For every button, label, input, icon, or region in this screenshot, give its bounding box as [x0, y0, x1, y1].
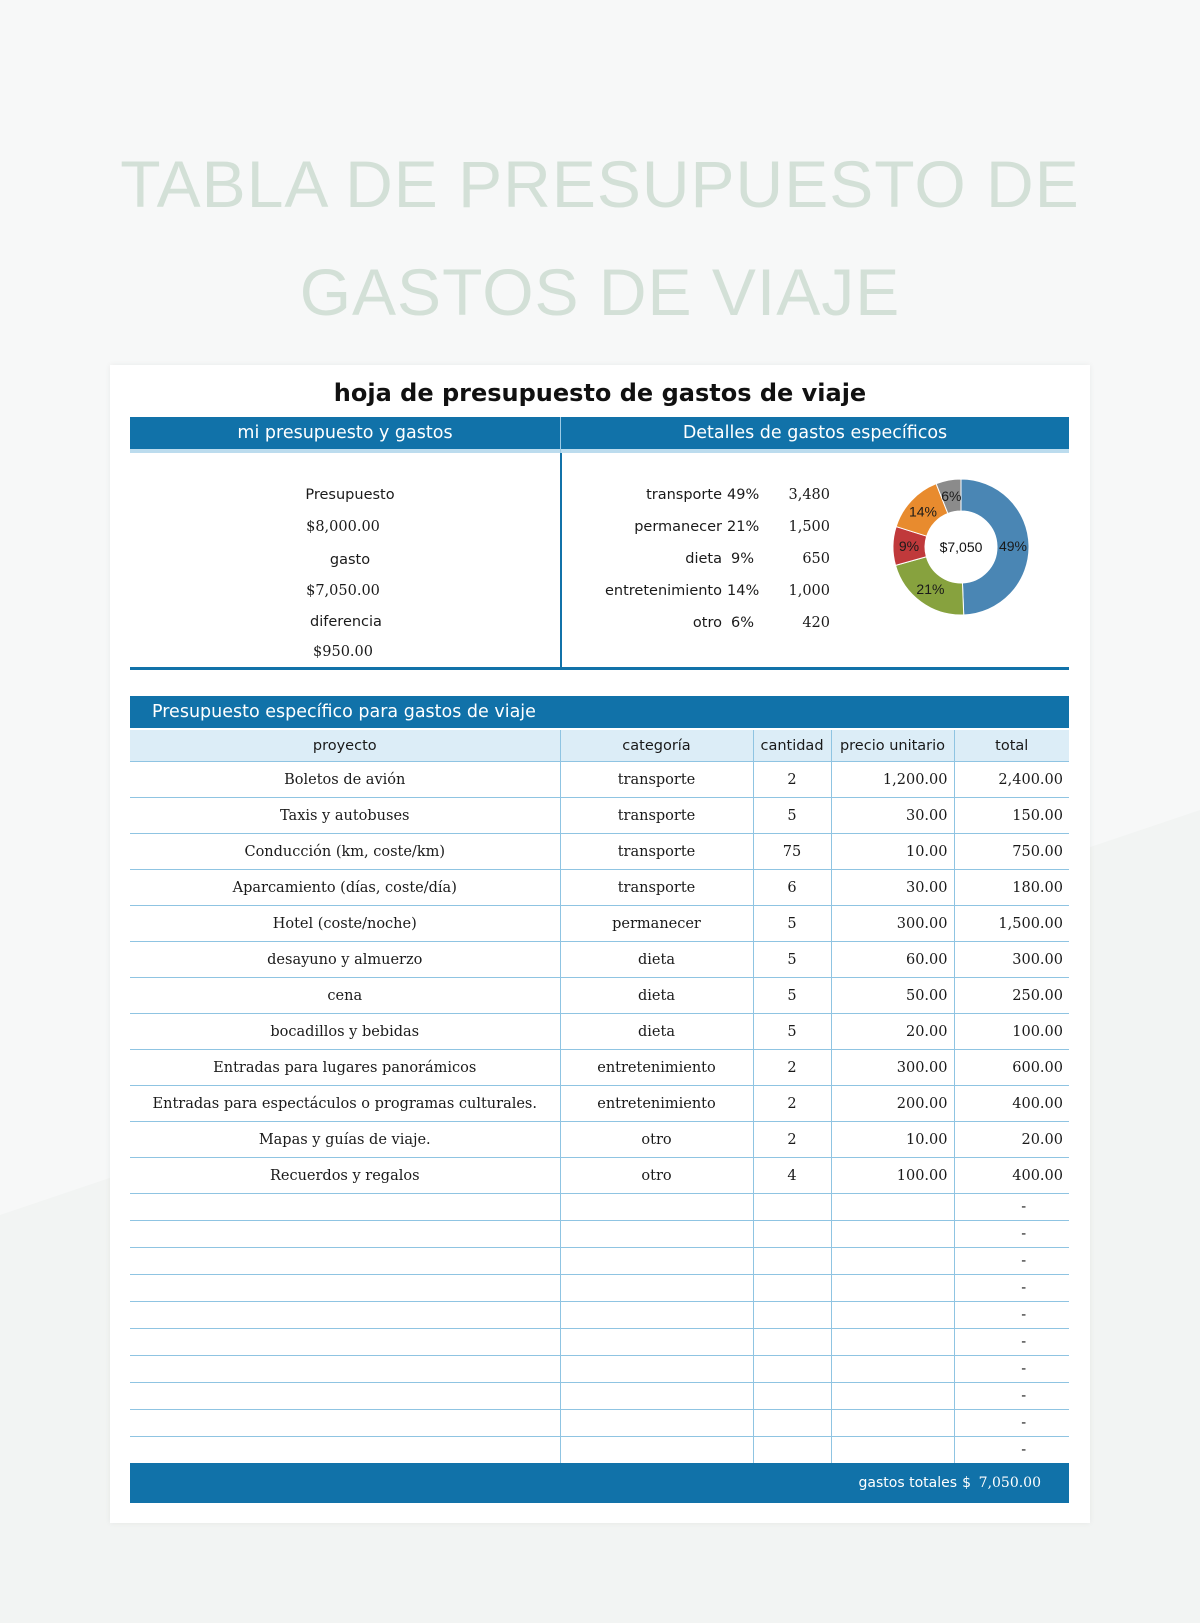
cell-proyecto: desayuno y almuerzo — [130, 942, 560, 978]
cell-proyecto: Entradas para espectáculos o programas culturales. — [130, 1086, 560, 1122]
donut-label-transporte: 49% — [998, 537, 1028, 554]
cell-total: - — [954, 1383, 1069, 1410]
table-row — [130, 834, 1069, 870]
expense-label: gasto — [329, 552, 371, 568]
cell-total: 250.00 — [954, 978, 1069, 1014]
cell-proyecto: Aparcamiento (días, coste/día) — [130, 870, 560, 906]
cell-cantidad — [753, 1437, 831, 1464]
cell-total: - — [954, 1329, 1069, 1356]
donut-label-dieta: 9% — [898, 538, 920, 555]
empty-table-row — [130, 1194, 1069, 1221]
cell-precio-unitario: 300.00 — [831, 1050, 954, 1086]
cell-total: 2,400.00 — [954, 762, 1069, 798]
cell-categoria — [560, 1275, 753, 1302]
cell-precio-unitario — [831, 1275, 954, 1302]
cell-cantidad — [753, 1410, 831, 1437]
detail-amount: 420 — [802, 615, 830, 631]
cell-categoria — [560, 1383, 753, 1410]
detail-table-title: Presupuesto específico para gastos de viaje — [152, 702, 536, 722]
cell-proyecto — [130, 1329, 560, 1356]
cell-total: 1,500.00 — [954, 906, 1069, 942]
cell-proyecto: Mapas y guías de viaje. — [130, 1122, 560, 1158]
cell-cantidad — [753, 1248, 831, 1275]
cell-precio-unitario — [831, 1221, 954, 1248]
budget-label: Presupuesto — [305, 487, 395, 503]
cell-total: 300.00 — [954, 942, 1069, 978]
cell-categoria: otro — [560, 1122, 753, 1158]
table-row — [130, 1050, 1069, 1086]
cell-cantidad: 5 — [753, 798, 831, 834]
detail-amount: 1,500 — [788, 519, 830, 535]
sheet-title: hoja de presupuesto de gastos de viaje — [333, 379, 867, 407]
donut-label-otro: 6% — [941, 487, 962, 504]
cell-precio-unitario: 10.00 — [831, 1122, 954, 1158]
cell-categoria — [560, 1221, 753, 1248]
cell-proyecto — [130, 1356, 560, 1383]
cell-categoria: transporte — [560, 798, 753, 834]
cell-precio-unitario — [831, 1329, 954, 1356]
table-row — [130, 978, 1069, 1014]
table-row — [130, 942, 1069, 978]
donut-label-permanecer: 21% — [916, 581, 945, 598]
cell-categoria — [560, 1329, 753, 1356]
cell-proyecto — [130, 1248, 560, 1275]
cell-categoria: dieta — [560, 942, 753, 978]
table-row — [130, 1122, 1069, 1158]
cell-precio-unitario — [831, 1410, 954, 1437]
budget-sheet — [110, 365, 1090, 1523]
cell-cantidad: 2 — [753, 762, 831, 798]
cell-cantidad — [753, 1302, 831, 1329]
cell-total: 20.00 — [954, 1122, 1069, 1158]
cell-total: 100.00 — [954, 1014, 1069, 1050]
expense-items-table — [130, 730, 1069, 1464]
cell-total: 180.00 — [954, 870, 1069, 906]
cell-proyecto: Recuerdos y regalos — [130, 1158, 560, 1194]
cell-cantidad — [753, 1275, 831, 1302]
total-expenses-bar — [130, 1463, 1069, 1503]
cell-categoria — [560, 1302, 753, 1329]
cell-total: - — [954, 1356, 1069, 1383]
table-header-row — [130, 730, 1069, 762]
empty-table-row — [130, 1437, 1069, 1464]
empty-table-row — [130, 1275, 1069, 1302]
cell-cantidad: 4 — [753, 1158, 831, 1194]
poster-title-line2: GASTOS DE VIAJE — [299, 255, 901, 329]
cell-precio-unitario — [831, 1248, 954, 1275]
poster-title-line1: TABLA DE PRESUPUESTO DE — [120, 147, 1080, 221]
poster-title — [0, 130, 1200, 346]
cell-total: - — [954, 1302, 1069, 1329]
cell-cantidad: 2 — [753, 1086, 831, 1122]
detail-name: entretenimiento — [604, 583, 722, 599]
detail-name: permanecer — [634, 519, 722, 535]
cell-precio-unitario: 30.00 — [831, 870, 954, 906]
cell-precio-unitario: 200.00 — [831, 1086, 954, 1122]
column-header-precio-unitario: precio unitario — [831, 730, 954, 762]
cell-categoria — [560, 1410, 753, 1437]
cell-proyecto: bocadillos y bebidas — [130, 1014, 560, 1050]
cell-precio-unitario: 1,200.00 — [831, 762, 954, 798]
difference-value: $950.00 — [313, 644, 373, 660]
cell-precio-unitario — [831, 1383, 954, 1410]
cell-precio-unitario — [831, 1356, 954, 1383]
table-row — [130, 1014, 1069, 1050]
cell-precio-unitario: 10.00 — [831, 834, 954, 870]
summary-header-bar — [130, 417, 1069, 453]
cell-total: 400.00 — [954, 1086, 1069, 1122]
detail-pct: 49% — [727, 487, 760, 503]
cell-cantidad: 75 — [753, 834, 831, 870]
empty-table-row — [130, 1410, 1069, 1437]
cell-precio-unitario — [831, 1194, 954, 1221]
cell-precio-unitario: 300.00 — [831, 906, 954, 942]
cell-proyecto: Conducción (km, coste/km) — [130, 834, 560, 870]
detail-pct: 14% — [727, 583, 760, 599]
cell-categoria: entretenimiento — [560, 1086, 753, 1122]
cell-proyecto — [130, 1410, 560, 1437]
cell-cantidad — [753, 1221, 831, 1248]
cell-cantidad — [753, 1329, 831, 1356]
cell-cantidad: 5 — [753, 942, 831, 978]
cell-precio-unitario: 60.00 — [831, 942, 954, 978]
cell-total: - — [954, 1410, 1069, 1437]
cell-precio-unitario: 50.00 — [831, 978, 954, 1014]
table-row — [130, 1086, 1069, 1122]
table-row — [130, 906, 1069, 942]
table-row — [130, 1158, 1069, 1194]
donut-center-label: $7,050 — [939, 539, 983, 555]
total-label: gastos totales — [858, 1475, 957, 1491]
expense-value: $7,050.00 — [306, 583, 380, 599]
cell-categoria: permanecer — [560, 906, 753, 942]
cell-categoria — [560, 1248, 753, 1275]
cell-precio-unitario: 30.00 — [831, 798, 954, 834]
cell-total: - — [954, 1437, 1069, 1464]
detail-name: dieta — [685, 551, 722, 567]
cell-cantidad: 6 — [753, 870, 831, 906]
cell-categoria: transporte — [560, 834, 753, 870]
detail-amount: 650 — [802, 551, 830, 567]
detail-name: transporte — [646, 487, 722, 503]
empty-table-row — [130, 1221, 1069, 1248]
detail-pct: 6% — [731, 615, 755, 631]
cell-proyecto: Entradas para lugares panorámicos — [130, 1050, 560, 1086]
cell-categoria: dieta — [560, 1014, 753, 1050]
detail-amount: 1,000 — [788, 583, 830, 599]
table-row — [130, 762, 1069, 798]
cell-proyecto: cena — [130, 978, 560, 1014]
table-row — [130, 798, 1069, 834]
cell-proyecto: Taxis y autobuses — [130, 798, 560, 834]
cell-cantidad — [753, 1383, 831, 1410]
cell-precio-unitario — [831, 1302, 954, 1329]
summary-section — [130, 453, 1069, 670]
column-header-cantidad: cantidad — [753, 730, 831, 762]
cell-categoria: entretenimiento — [560, 1050, 753, 1086]
detail-amount: 3,480 — [788, 487, 830, 503]
cell-total: - — [954, 1275, 1069, 1302]
empty-table-row — [130, 1383, 1069, 1410]
cell-proyecto: Boletos de avión — [130, 762, 560, 798]
detail-pct: 9% — [731, 551, 755, 567]
expense-donut-chart — [886, 472, 1036, 622]
total-value: 7,050.00 — [978, 1475, 1041, 1491]
cell-total: 400.00 — [954, 1158, 1069, 1194]
detail-pct: 21% — [727, 519, 760, 535]
column-header-categoria: categoría — [560, 730, 753, 762]
empty-table-row — [130, 1302, 1069, 1329]
cell-cantidad — [753, 1356, 831, 1383]
cell-categoria: otro — [560, 1158, 753, 1194]
cell-proyecto — [130, 1221, 560, 1248]
detail-table-header-bar — [130, 696, 1069, 728]
cell-proyecto — [130, 1302, 560, 1329]
donut-label-entretenimiento: 14% — [908, 503, 937, 520]
cell-categoria — [560, 1356, 753, 1383]
column-header-total: total — [954, 730, 1069, 762]
cell-proyecto — [130, 1275, 560, 1302]
cell-proyecto — [130, 1194, 560, 1221]
cell-categoria — [560, 1437, 753, 1464]
cell-total: - — [954, 1221, 1069, 1248]
cell-proyecto — [130, 1383, 560, 1410]
cell-proyecto: Hotel (coste/noche) — [130, 906, 560, 942]
cell-cantidad: 2 — [753, 1122, 831, 1158]
detail-name: otro — [692, 615, 722, 631]
cell-categoria: transporte — [560, 762, 753, 798]
cell-total: - — [954, 1248, 1069, 1275]
cell-total: 750.00 — [954, 834, 1069, 870]
cell-precio-unitario — [831, 1437, 954, 1464]
cell-cantidad — [753, 1194, 831, 1221]
difference-label: diferencia — [310, 614, 382, 630]
cell-total: - — [954, 1194, 1069, 1221]
empty-table-row — [130, 1356, 1069, 1383]
cell-categoria — [560, 1194, 753, 1221]
cell-precio-unitario: 20.00 — [831, 1014, 954, 1050]
empty-table-row — [130, 1248, 1069, 1275]
cell-total: 150.00 — [954, 798, 1069, 834]
total-currency: $ — [962, 1475, 971, 1491]
cell-precio-unitario: 100.00 — [831, 1158, 954, 1194]
cell-categoria: transporte — [560, 870, 753, 906]
cell-proyecto — [130, 1437, 560, 1464]
summary-left-header: mi presupuesto y gastos — [237, 423, 453, 443]
cell-cantidad: 5 — [753, 978, 831, 1014]
column-header-proyecto: proyecto — [130, 730, 560, 762]
cell-cantidad: 5 — [753, 906, 831, 942]
cell-total: 600.00 — [954, 1050, 1069, 1086]
budget-value: $8,000.00 — [306, 519, 380, 535]
summary-right-header: Detalles de gastos específicos — [682, 423, 948, 443]
cell-categoria: dieta — [560, 978, 753, 1014]
cell-cantidad: 2 — [753, 1050, 831, 1086]
cell-cantidad: 5 — [753, 1014, 831, 1050]
empty-table-row — [130, 1329, 1069, 1356]
table-row — [130, 870, 1069, 906]
